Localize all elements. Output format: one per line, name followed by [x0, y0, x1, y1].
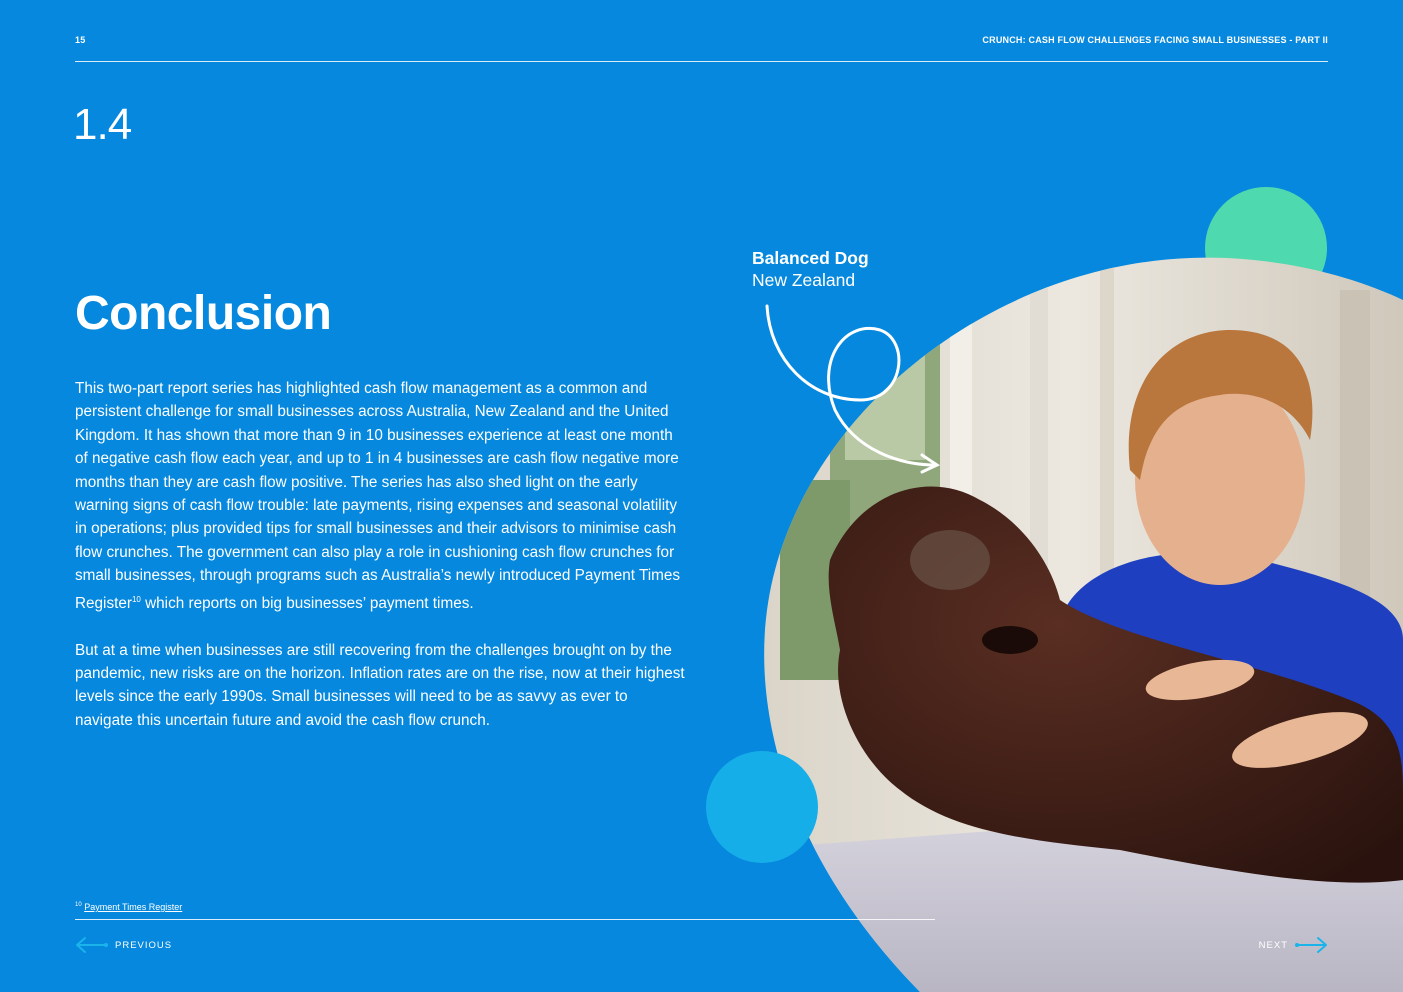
- arrow-left-icon: [75, 936, 109, 954]
- previous-button[interactable]: [75, 936, 178, 954]
- footer-divider: [75, 919, 935, 920]
- footnote-reference[interactable]: 10: [131, 594, 141, 604]
- header-divider: [75, 61, 1328, 62]
- next-label: NEXT: [1258, 939, 1288, 951]
- body-text: [75, 377, 687, 756]
- next-button[interactable]: [1253, 936, 1328, 954]
- running-title: CRUNCH: CASH FLOW CHALLENGES FACING SMALL BUSINESSES - PART II: [982, 35, 1328, 45]
- decorative-circle-cyan: [706, 751, 818, 863]
- caption-company: Balanced Dog: [752, 248, 869, 268]
- photo-caption: [752, 247, 869, 291]
- body-paragraph-2: But at a time when businesses are still recovering from the challenges brought on by the pandemic, new risks are on the horizon. Inflation rates are on the rise, now at their highest levels since the early 1990s. Small businesses will need to be as savvy as ever to navigate this uncertain future and avoid the cash flow crunch.: [75, 641, 685, 729]
- page-title: Conclusion: [75, 287, 332, 340]
- previous-label: PREVIOUS: [115, 939, 173, 951]
- caption-location: New Zealand: [752, 270, 856, 290]
- body-paragraph-1: This two-part report series has highlighted cash flow management as a common and persistent challenge for small businesses across Australia, New Zealand and the United Kingdom. It has shown that more than 9 in 10 businesses experience at least one month of negative cash flow each year, and up to 1 in 4 businesses are cash flow negative more months than they are cash flow positive. The series has also shed light on the early warning signs of cash flow trouble: late payments, rising expenses and seasonal volatility in operations; plus provided tips for small businesses and their advisors to minimise cash flow crunches. The government can also play a role in cushioning cash flow crunches for small businesses, through programs such as Australia’s newly introduced Payment Times Register$^{10}$ which reports on big businesses’ payment times.: [75, 380, 681, 612]
- footnote-link[interactable]: Payment Times Register: [84, 902, 183, 912]
- arrow-right-icon: [1294, 936, 1328, 954]
- section-number: 1.4: [73, 100, 132, 149]
- photo-dog-therapist: [740, 250, 1403, 992]
- footnote: [75, 902, 182, 912]
- footnote-number: 10: [75, 902, 82, 908]
- page-number: 15: [75, 35, 86, 45]
